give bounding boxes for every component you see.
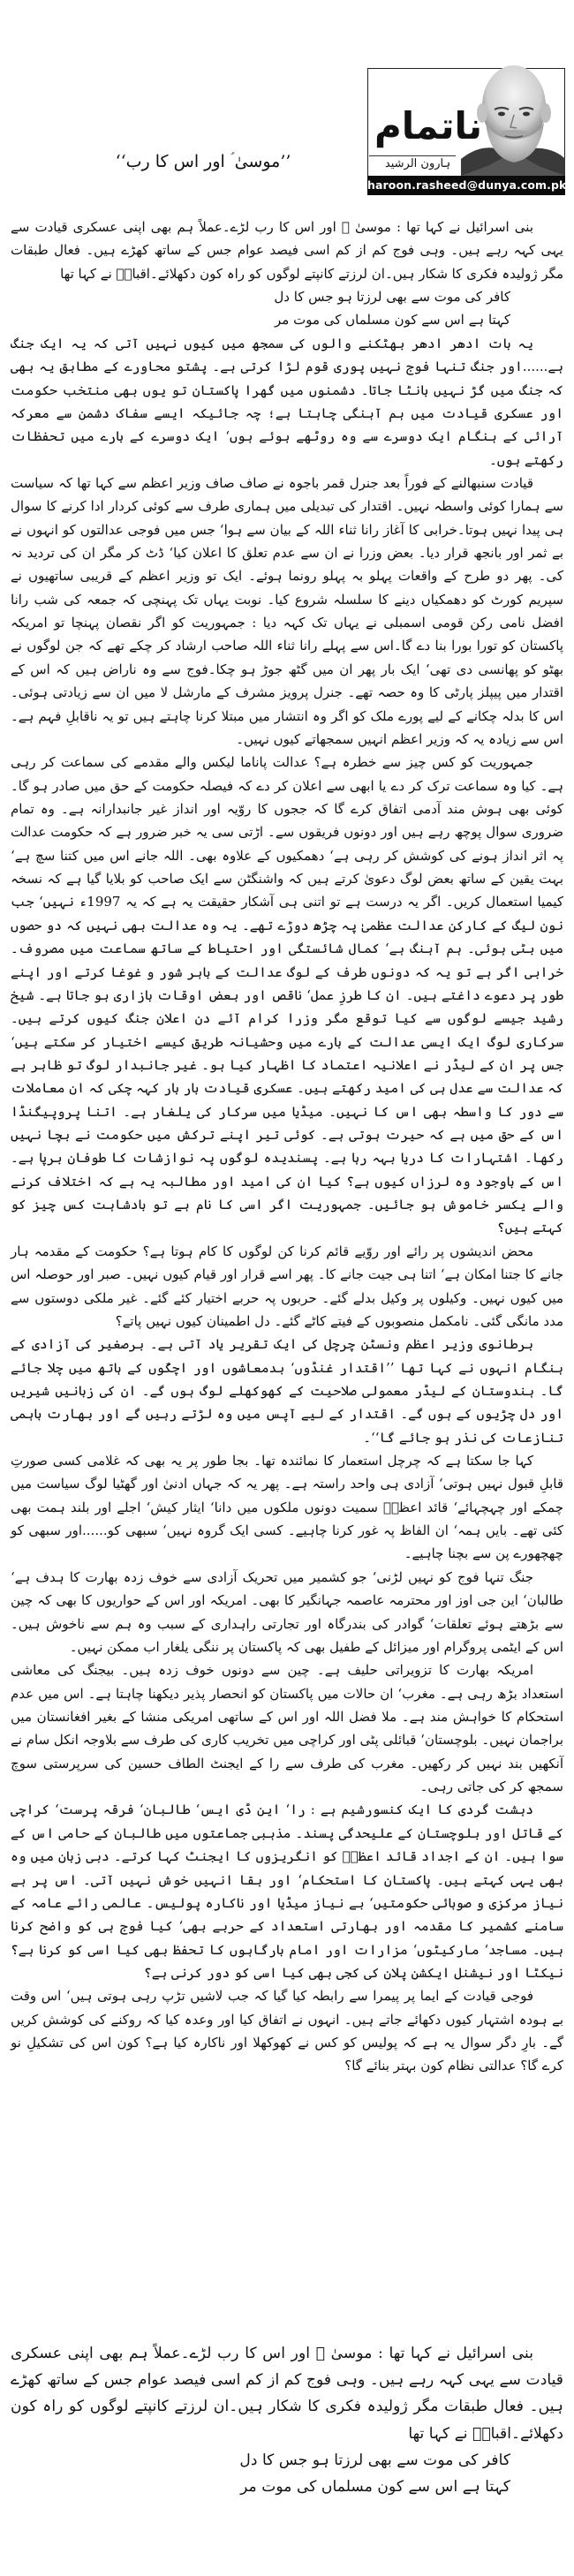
title-divider [369,155,456,156]
paragraph: کہا جا سکتا ہے کہ چرچل استعمار کا نمائندہ تھا۔ بجا طور پر یہ بھی کہ غلامی کسی صورتِ قابلِ قبول نہیں ہوتی‘ آزادی ہی واحد راستہ ہے۔ پھر یہ کہ جہاں ادنیٰ اور گھٹیا لوگ سیاست میں چمکے اور چہچہائے‘ قائد اعظمؒ سمیت دونوں ملکوں میں دانا‘ ایثار کیش‘ اجلے اور بلند ہمت بھی کئی تھے۔ بایں ہمہ‘ ان الفاظ پہ غور کرنا چاہیے۔ کسی ایک گروہ نہیں‘ سبھی کو......اور سبھی کو چھچھورے پن سے بچنا چاہیے۔ [11,1453,563,1562]
closing-couplet-line: کافر کی موت سے بھی لرزتا ہو جس کا دل [239,2451,510,2469]
couplet-line: کہتا ہے اس سے کون مسلماں کی موت مر [275,312,510,329]
author-name: ہارون الرشید [384,157,451,170]
paragraph: امریکہ بھارت کا تزویراتی حلیف ہے۔ چین سے دونوں خوف زدہ ہیں۔ بیجنگ کی معاشی استعداد بڑھ رہی ہے۔ مغرب‘ ان حالات میں پاکستان کو انحصار پذیر دیکھنا چاہتا ہے۔ اس میں عدم استحکام کا خواہش مند ہے۔ ملا فضل اللہ اور اس کے ساتھی امریکی منشا کے بغیر افغانستان میں براجمان نہیں۔ بلوچستان‘ قبائلی پٹی اور کراچی میں تخریب کاری کی طرف سے بلاوجہ انکل سام نے آنکھیں بند نہیں کر رکھیں۔ مغرب کی طرف سے را کے ایجنٹ الطاف حسین کی سرپرستی سوچ سمجھ کر کی جاتی رہی۔ [11,1662,563,1795]
paragraph: محض اندیشوں پر رائے اور روّیے قائم کرنا کن لوگوں کا کام ہوتا ہے؟ حکومت کے مقدمہ ہار جانے کا جتنا امکان ہے‘ اتنا ہی جیت جانے کا۔ پھر اسے قرار اور قیام کیوں نہیں۔ صبر اور حوصلہ اس میں کیوں نہیں۔ وکیلوں پر وکیل بدلے گئے۔ حربوں پہ حربے اختیار کئے گئے۔ غیر ملکی دوستوں سے مدد مانگی گئی۔ نامکمل منصوبوں کے فیتے کاٹے گئے۔ دل اطمینان کیوں نہیں پاتے؟ [11,1243,563,1329]
closing-repeat-section [11,2340,563,2500]
paragraph: جمہوریت کو کس چیز سے خطرہ ہے؟ عدالت پاناما لیکس والے مقدمے کی سماعت کر رہی ہے۔ کیا وہ سماعت ترک کر دے یا ابھی سے اعلان کر دے کہ فیصلہ حکومت کے حق میں صادر ہو گا۔ کوئی بھی ہوش مند آدمی اتفاق کرے گا کہ ججوں کا روّیہ اور انداز غیر جانبدارانہ ہے۔ وہ تمام ضروری سوال پوچھ رہے ہیں اور دونوں فریقوں سے۔ اڑتی سی یہ خبر ضرور ہے کہ حکومت عدالت پہ اثر انداز ہونے کی کوشش کر رہی ہے‘ دھمکیوں کے علاوہ بھی۔ اللہ جانے اس میں کتنا سچ ہے‘ بہت یقین کے ساتھ بعض لوگ دعویٰ کرتے ہیں کہ واشنگٹن سے ایک صاحب کو بلایا گیا ہے کہ نسخہ کیمیا استعمال کریں۔ اگر یہ درست ہے تو اتنی ہی آشکار حقیقت یہ ہے کہ یہ 1997ء نہیں‘ جب نون لیگ کے کارکن عدالت عظمیٰ پہ چڑھ دوڑے تھے۔ یہ وہ عدالت بھی نہیں کہ دو حصوں میں بٹی ہوئی۔ ہم آہنگ ہے‘ کمال شائستگی اور احتیاط کے ساتھ سماعت میں مصروف۔ خرابی اگر ہے تو یہ کہ دونوں طرف کے لوگ عدالت کے باہر شور و غوغا کرتے اور اپنے طور پر دعوے داغتے ہیں۔ ان کا طرزِ عمل‘ ناقص اور بعض اوقات بازاری ہو جاتا ہے۔ شیخ رشید جیسے لوگوں سے کیا توقع مگر وزرا کرام آئے دن اعلانِ جنگ کیوں کرتے ہیں۔ سرکاری لوگ ایک ایسی عدالت کے بارے میں وحشیانہ طریق کیسے اختیار کر سکتے ہیں‘ جس پر ان کے لیڈر نے اعلانیہ اعتماد کا اظہار کیا ہو۔ غیر جانبدار لوگ تو ظاہر ہے کہ عدالت سے عدل ہی کی امید رکھتے ہیں۔ عسکری قیادت بار بار کہہ چکی کہ ان معاملات سے دور کا واسطہ بھی اس کا نہیں۔ میڈیا میں سرکار کی یلغار ہے۔ اتنا پروپیگنڈا اس کے حق میں ہے کہ حیرت ہوتی ہے۔ کوئی تیر اپنے ترکش میں حکومت نے بچا نہیں رکھا۔ اشتہارات کا دریا بہہ رہا ہے۔ پسندیدہ لوگوں پہ نوازشات کا طوفان برپا ہے۔ اس کے باوجود وہ لرزاں کیوں ہے؟ کیا ان کی امید اور مطالبہ یہ ہے کہ اختلاف کرنے والے یکسر خاموش ہو جائیں۔ جمہوریت اگر اسی کا نام ہے تو بادشاہت کس چیز کو کہتے ہیں؟ [11,754,563,1236]
closing-couplet-line: کہتا ہے اس سے کون مسلماں کی موت مر [240,2478,510,2497]
column-title: ناتمام [374,104,483,147]
paragraph: دہشت گردی کا ایک کنسورشیم ہے : را‘ این ڈی ایس‘ طالبان‘ فرقہ پرست‘ کراچی کے قاتل اور بلوچستان کے علیحدگی پسند۔ مذہبی جماعتوں میں طالبان کے حامی اس کے سوا ہیں۔ ان کے اجداد قائد اعظمؒ کو انگریزوں کا ایجنٹ کہا کرتے۔ دبی زبان میں وہ بھی یہی کہتے ہیں۔ پاکستان کا استحکام‘ اور بقا انہیں خوش نہیں آتی۔ اس پر بے نیاز مرکزی و صوبائی حکومتیں‘ بے نیاز میڈیا اور ناکارہ پولیس۔ عالمی رائے عامہ کے سامنے کشمیر کا مقدمہ اور بھارتی استعداد کے حربے بھی‘ کیا فوج ہی کو واضح کرنا ہیں۔ مساجد‘ مارکیٹوں‘ مزارات اور امام بارگاہوں کا تحفظ بھی کیا اسی کو کرنا ہے؟ نیکٹا اور نیشنل ایکشن پلان کی کجی بھی کیا اسی کو دور کرنی ہے؟ [11,1802,564,1981]
paragraph: یہ بات ادھر ادھر بھٹکنے والوں کی سمجھ میں کیوں نہیں آتی کہ یہ ایک جنگ ہے......اور جنگ تنہا فوج نہیں پوری قوم لڑا کرتی ہے۔ پشتو محاورے کے مطابق یہ بھی کہ جنگ میں گڑ نہیں بانٹا جاتا۔ دشمنوں میں گھرا پاکستان تو یوں بھی منتخب حکومت اور عسکری قیادت میں ہم آہنگی چاہتا ہے؛ چہ جائیکہ ایسے سفاک دشمن سے معرکہ آرائی کے ہنگام ایک دوسرے سے وہ روٹھے ہوئے ہوں‘ ایک دوسرے کے بارے میں تحفظات رکھتے ہوں۔ [11,335,564,468]
paragraph: فوجی قیادت کے ایما پر پیمرا سے رابطہ کیا گیا کہ جب لاشیں تڑپ رہی ہوتی ہیں‘ اس وقت بے ہودہ اشتہار کیوں دکھائے جاتے ہیں۔ انہوں نے اتفاق کیا اور وعدہ کیا کہ روکنے کی کوشش کریں گے۔ بارِ دگر سوال یہ ہے کہ پولیس کو کس نے کھوکھلا اور ناکارہ کیا ہے؟ کون اس کی تشکیلِ نو کرے گا؟ عدالتی نظام کون بہتر بنائے گا؟ [11,1988,563,2074]
intro-paragraph: بنی اسرائیل نے کہا تھا : موسیٰ ؑ اور اس کا رب لڑے۔عملاً ہم بھی اپنی عسکری قیادت سے یہی کہہ رہے ہیں۔ وہی فوج کم از کم اسی فیصد عوام جس کے ساتھ کھڑے ہیں۔ فعال طبقات مگر ژولیدہ فکری کا شکار ہیں۔ان لرزتے کانپتے لوگوں کو راہ کون دکھلائے۔اقبالؔ نے کہا تھا [11,219,563,282]
article-body [11,215,563,2078]
article-title: ’’موسیٰ ؑ اور اس کا رب‘‘ [115,152,291,171]
paragraph: جنگ تنہا فوج کو نہیں لڑنی‘ جو کشمیر میں تحریک آزادی سے خوف زدہ بھارت کا ہدف ہے‘ طالبان‘ این جی اوز اور محترمہ عاصمہ جہانگیر کا بھی۔ امریکہ اور اس کے حواریوں کا بھی کہ چین سے بڑھتے ہوئے تعلقات‘ گوادر کی بندرگاہ اور تجارتی راہداری کے سبب وہ ہم سے ناخوش ہیں۔ اس کے ایٹمی پروگرام اور میزائل کے طفیل بھی کہ پاکستان پر ننگی یلغار اب ممکن نہیں۔ [11,1568,563,1655]
closing-intro-paragraph: بنی اسرائیل نے کہا تھا : موسیٰ ؑ اور اس کا رب لڑے۔عملاً ہم بھی اپنی عسکری قیادت سے یہی کہہ رہے ہیں۔ وہی فوج کم از کم اسی فیصد عوام جس کے ساتھ کھڑے ہیں۔ فعال طبقات مگر ژولیدہ فکری کا شکار ہیں۔ان لرزتے کانپتے لوگوں کو راہ کون دکھلائے۔اقبالؔ نے کہا تھا [11,2345,563,2443]
couplet-line: کافر کی موت سے بھی لرزتا ہو جس کا دل [274,289,510,306]
author-email[interactable]: haroon.rasheed@dunya.com.pk [367,176,565,195]
paragraph: برطانوی وزیر اعظم ونسٹن چرچل کی ایک تقریر یاد آتی ہے۔ برصغیر کی آزادی کے ہنگام انہوں نے کہا تھا ’’اقتدار غنڈوں‘ بدمعاشوں اور اچکّوں کے ہاتھ میں چلا جائے گا۔ ہندوستان کے لیڈر معمولی صلاحیت کے کھوکھلے لوگ ہوں گے۔ ان کی زبانیں شیریں اور دل چڑیوں کے ہوں گے۔ اقتدار کے لیے آپس میں وہ لڑتے رہیں گے اور بھارت باہمی تنازعات کی نذر ہو جائے گا‘‘۔ [11,1336,563,1446]
paragraph: قیادت سنبھالنے کے فوراً بعد جنرل قمر باجوہ نے صاف صاف وزیر اعظم سے کہا تھا کہ سیاست سے ہمارا کوئی واسطہ نہیں۔ اقتدار کی تبدیلی میں ہماری طرف سے کوئی کردار ادا کرنے کا سوال ہی پیدا نہیں ہوتا۔خرابی کا آغاز رانا ثناء اللہ کے بیان سے ہوا‘ جس میں فوجی عدالتوں کو انہوں نے بے ثمر اور بانجھ قرار دیا۔ بعض وزرا نے ان سے عدم تعلق کا اعلان کیا‘ ڈٹ کر مگر ان کی تردید نہ کی۔ پھر دو طرح کے واقعات پہلو بہ پہلو رونما ہوئے۔ ایک تو وزیر اعظم کے قریبی ساتھیوں نے سپریم کورٹ کو دھمکیاں دینے کا سلسلہ شروع کیا۔ نوبت یہاں تک پہنچی کہ جمعہ کی شب رانا افضل نامی رکن قومی اسمبلی نے یہاں تک کہہ دیا : جمہوریت کو اگر نقصان پہنچا تو امریکہ پاکستان کو تورا بورا بنا دے گا۔اس سے پہلے رانا ثناء اللہ صاحب ارشاد کر چکے تھے کہ جن لوگوں نے بھٹو کو پھانسی دی تھی‘ ایک بار پھر ان میں گٹھ جوڑ ہو چکا۔فوج سے وہ ناراض ہیں کہ اس کے اقتدار میں پیپلز پارٹی کا وہ حصہ تھے۔ جنرل پرویز مشرف کے مارشل لا میں ان سے زیادتی ہوئی۔ اس کا بدلہ چکانے کے لیے پورے ملک کو اگر وہ انتشار میں مبتلا کرنا چاہتے ہیں تو یہ ناقابلِ فہم ہے۔اس سے زیادہ یہ کہ وزیر اعظم انہیں سمجھاتے کیوں نہیں۔ [11,474,563,747]
